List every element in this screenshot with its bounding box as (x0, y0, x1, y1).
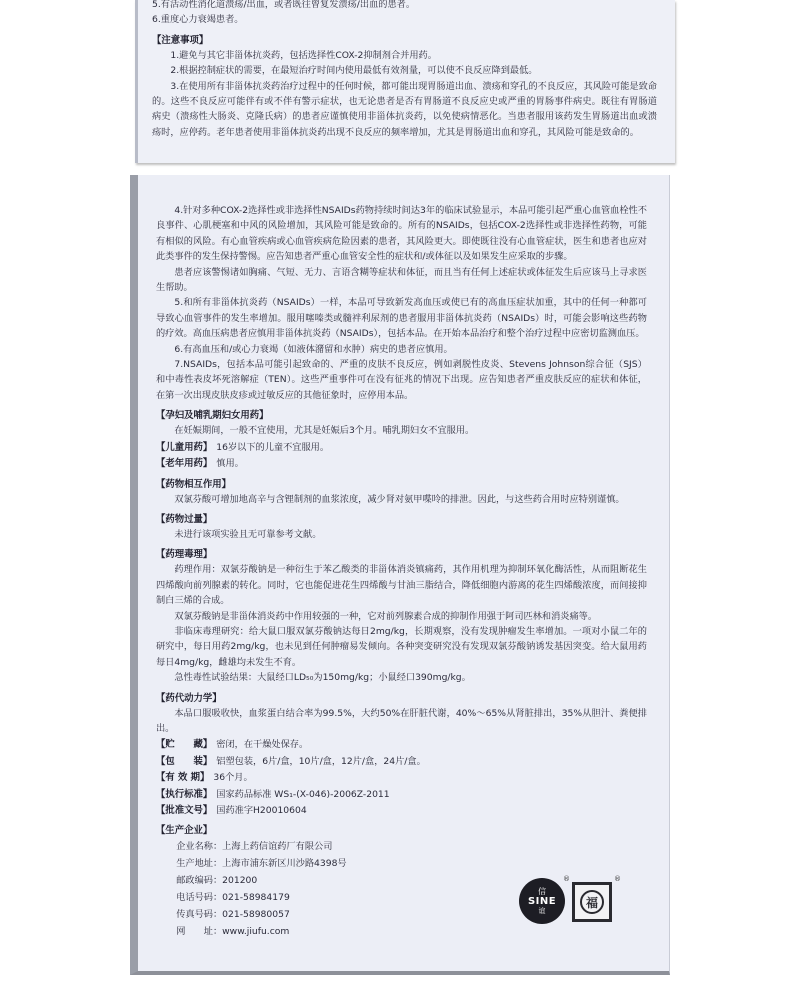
sine-logo (519, 878, 565, 924)
company-phone-value: 021-58984179 (222, 892, 290, 904)
registered-mark: ® (563, 875, 570, 883)
pk-title: 【药代动力学】 (156, 692, 222, 704)
interaction-text: 双氯芬酸可增加地高辛与含锂制剂的血浆浓度，减少肾对氨甲喋呤的排泄。因此，与这些药合用时应特别谨慎。 (174, 493, 625, 505)
sine-logo-top-char: 信 (538, 887, 546, 896)
company-name-value: 上海上药信谊药厂有限公司 (222, 841, 333, 853)
standard-row (156, 786, 647, 802)
validity-text: 36个月。 (213, 772, 253, 784)
standard-title: 【执行标准】 (156, 788, 213, 800)
precaution-item-2: 2.根据控制症状的需要，在最短治疗时间内使用最低有效剂量，可以使不良反应降到最低。 (170, 65, 538, 77)
children-text: 16岁以下的儿童不宜服用。 (216, 441, 330, 453)
contraindication-item-6: 6.重度心力衰竭患者。 (152, 14, 244, 26)
pregnancy-title: 【孕妇及哺乳期妇女用药】 (156, 410, 269, 422)
standard-text: 国家药品标准 WS₁-(X-046)-2006Z-2011 (216, 788, 390, 800)
pregnancy-text: 在妊娠期间，一般不宜使用，尤其是妊娠后3个月。哺乳期妇女不宜服用。 (174, 425, 475, 437)
storage-row (156, 736, 647, 752)
precaution-item-1: 1.避免与其它非甾体抗炎药，包括选择性COX-2抑制剂合并用药。 (170, 49, 437, 61)
overdose-title: 【药物过量】 (156, 513, 213, 525)
company-address-label: 生产地址： (176, 858, 223, 870)
precaution-item-7: 7.NSAIDs，包括本品可能引起致命的、严重的皮肤不良反应，例如剥脱性皮炎、Stevens Johnson综合征（SJS）和中毒性表皮坏死溶解症（TEN）。这些严重事件可在没有征兆的情况下出现。应告知患者严重皮肤反应的症状和体征，在第一次出现皮肤皮疹或过敏反应的其他征象时，应停用本品。 (156, 359, 647, 401)
manufacturer-title: 【生产企业】 (156, 825, 213, 837)
validity-title: 【有 效 期】 (156, 772, 210, 784)
company-website-row (156, 923, 647, 940)
elderly-title: 【老年用药】 (156, 458, 213, 470)
company-name-row (156, 838, 647, 855)
toxicology-comparison: 双氯芬酸钠是非甾体消炎药中作用较强的一种，它对前列腺素合成的抑制作用强于阿司匹林和消炎痛等。 (174, 610, 598, 622)
children-row (156, 439, 647, 455)
toxicology-title: 【药理毒理】 (156, 549, 213, 561)
precaution-item-4: 4.针对多种COX-2选择性或非选择性NSAIDs药物持续时间达3年的临床试验显示，本品可能引起严重心血管血栓性不良事件、心肌梗塞和中风的风险增加，其风险可能是致命的。所有的NSAIDs，包括COX-2选择性或非选择性药物，可能有相似的风险。有心血管疾病或心血管疾病危险因素的患者，其风险更大。即使既往没有心血管症状，医生和患者也应对此类事件的发生保持警惕。应告知患者严重心血管安全性的症状和/或体征以及如果发生应采取的步骤。 (156, 205, 647, 263)
company-fax-value: 021-58980057 (222, 909, 290, 921)
package-text: 铝塑包装，6片/盒，10片/盒，12片/盒，24片/盒。 (216, 755, 426, 767)
registered-mark-2: ® (614, 875, 621, 883)
toxicology-acute: 急性毒性试验结果：大鼠经口LD₅₀为150mg/kg；小鼠经口390mg/kg。 (174, 672, 471, 684)
sine-logo-bottom-char: 谊 (538, 907, 546, 915)
interaction-title: 【药物相互作用】 (156, 478, 232, 490)
top-sheet (135, 0, 675, 163)
package-row (156, 753, 647, 769)
company-website-value: www.jiufu.com (222, 926, 290, 938)
company-postcode-value: 201200 (222, 875, 258, 887)
precaution-item-6: 6.有高血压和/或心力衰竭（如液体潴留和水肿）病史的患者应慎用。 (174, 343, 453, 355)
company-name-label: 企业名称： (176, 841, 223, 853)
main-sheet (130, 175, 670, 975)
precaution-item-4-warning: 患者应该警惕诸如胸痛、气短、无力、言语含糊等症状和体征，而且当有任何上述症状或体征发生后应该马上寻求医生帮助。 (156, 266, 647, 294)
company-address-value: 上海市浦东新区川沙路4398号 (222, 858, 347, 870)
pk-text: 本品口服吸收快，血浆蛋白结合率为99.5%，大约50%在肝脏代谢，40%～65%从肾脏排出，35%从胆汁、粪便排出。 (156, 707, 647, 734)
package-title: 【包 装】 (156, 755, 213, 767)
toxicology-pharmacology: 药理作用：双氯芬酸钠是一种衍生于苯乙酸类的非甾体消炎镇痛药，其作用机理为抑制环氧化酶活性，从而阻断花生四烯酸向前列腺素的转化。同时，它也能促进花生四烯酸与甘油三脂结合，降低细胞内游离的花生四烯酸浓度，而间接抑制白三烯的合成。 (156, 564, 647, 607)
contraindication-item-5: 5.有活动性消化道溃疡/出血，或者既往曾复发溃疡/出血的患者。 (152, 0, 416, 10)
elderly-row (156, 455, 647, 471)
approval-row (156, 802, 647, 818)
toxicology-nonclinical: 非临床毒理研究：给大鼠口服双氯芬酸钠达每日2mg/kg，长期观察，没有发现肿瘤发生率增加。一项对小鼠二年的研究中，每日用药2mg/kg，也未见到任何肿瘤易发倾向。各种突变研究没有发现双氯芬酸钠诱发基因突变。给大鼠用药每日4mg/kg，雌雄均未发生不育。 (156, 625, 647, 668)
overdose-text: 未进行该项实验且无可靠参考文献。 (174, 528, 322, 540)
company-fax-label: 传真号码： (176, 909, 223, 921)
approval-title: 【批准文号】 (156, 805, 213, 816)
children-title: 【儿童用药】 (156, 441, 213, 453)
storage-title: 【贮 藏】 (156, 739, 213, 751)
company-website-label: 网 址： (176, 926, 223, 938)
seal-logo-char: 福 (580, 890, 604, 914)
seal-logo (572, 882, 612, 922)
company-address-row (156, 855, 647, 872)
precautions-title: 【注意事项】 (152, 34, 209, 46)
storage-text: 密闭，在干燥处保存。 (216, 739, 309, 751)
elderly-text: 慎用。 (216, 458, 244, 470)
company-phone-label: 电话号码： (176, 892, 223, 904)
approval-text: 国药准字H20010604 (216, 805, 307, 816)
company-postcode-label: 邮政编码： (176, 875, 223, 887)
precaution-item-3: 3.在使用所有非甾体抗炎药治疗过程中的任何时候，都可能出现胃肠道出血、溃疡和穿孔的不良反应，其风险可能是致命的。这些不良反应可能伴有或不伴有警示症状，也无论患者是否有胃肠道不良反应史或严重的胃肠事件病史。既往有胃肠道病史（溃疡性大肠炎、克隆氏病）的患者应谨慎使用非甾体抗炎药，以免使病情恶化。当患者服用该药发生胃肠道出血或溃疡时，应停药。老年患者使用非甾体抗炎药出现不良反应的频率增加，尤其是胃肠道出血和穿孔，其风险可能是致命的。 (152, 80, 657, 138)
precaution-item-5: 5.和所有非甾体抗炎药（NSAIDs）一样，本品可导致新发高血压或使已有的高血压症状加重，其中的任何一种都可导致心血管事件的发生率增加。服用噻嗪类或髓袢利尿剂的患者服用非甾体抗炎药（NSAIDs）时，可能会影响这些药物的疗效。高血压病患者应慎用非甾体抗炎药（NSAIDs），包括本品。在开始本品治疗和整个治疗过程中应密切监测血压。 (156, 297, 647, 340)
sine-logo-text: SINE (527, 896, 557, 907)
validity-row (156, 769, 647, 785)
